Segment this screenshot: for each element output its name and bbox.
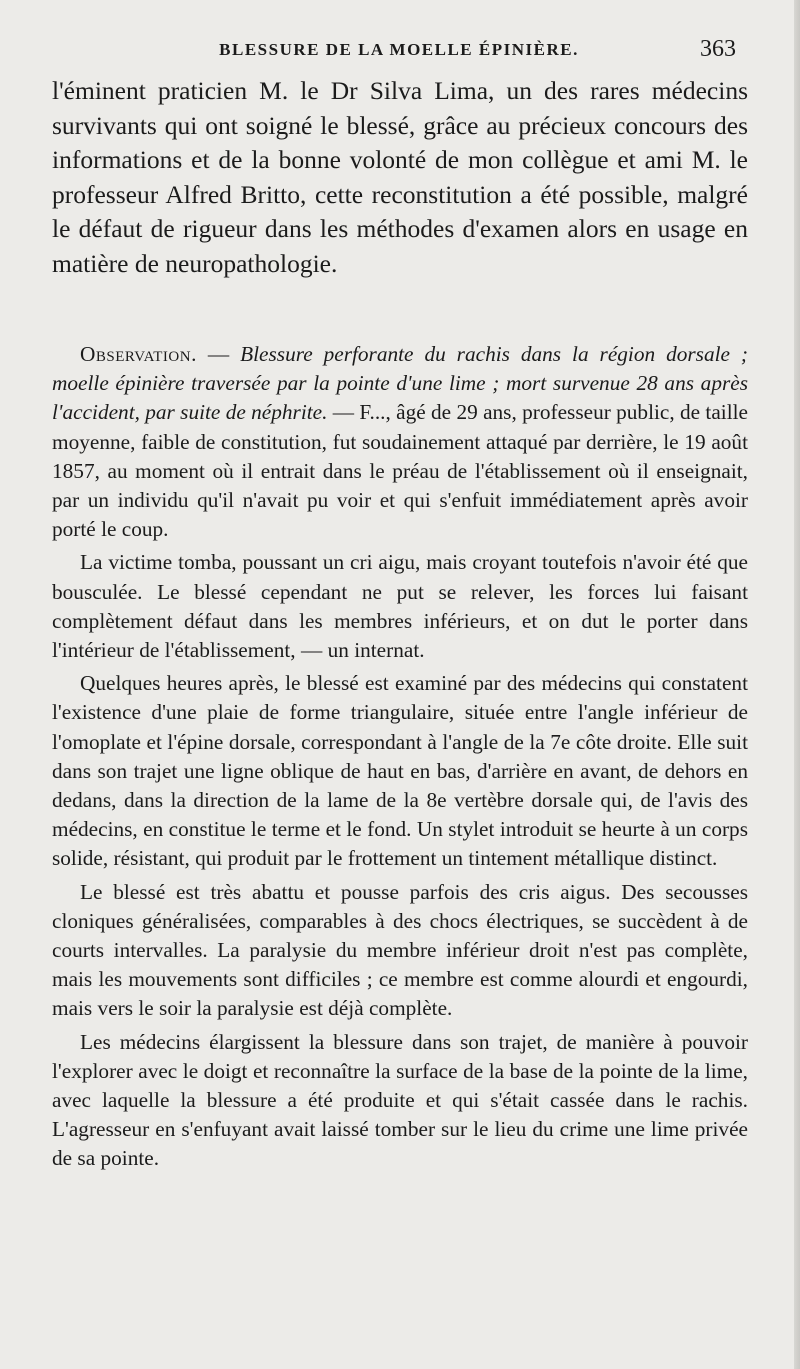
observation-text: — F..., âgé de 29 ans, professeur public, de taille moyenne, faible de constitution, fut soudainement attaqué par derrière, le 19 août 1857, au moment où il entrait dans le préau de l'établissement où il enseignait, par un individu qu'il n'avait pu voir et qui s'enfuit immédiatement après avoir porté le coup. [52, 400, 749, 542]
observation-title: Blessure perforante du rachis dans la région dorsale ; moelle épinière traversée par la pointe d'une lime ; mort survenue 28 ans après l'accident, par suite de néphrite. [52, 342, 749, 425]
paragraph: Quelques heures après, le blessé est examiné par des médecins qui constatent l'existence d'une plaie de forme triangulaire, située entre l'angle inférieur de l'omoplate et l'épine dorsale, correspondant à l'angle de la 7e côte droite. Elle suit dans son trajet une ligne oblique de haut en bas, d'arrière en avant, de dehors en dedans, dans la direction de la lame de la 8e vertèbre dorsale qui, de l'avis des médecins, en constitue le terme et le fond. Un stylet introduit se heurte à un corps solide, résistant, qui produit par le frottement un tintement métallique distinct. [52, 671, 748, 871]
observation-paragraph [52, 340, 748, 544]
paragraph: Le blessé est très abattu et pousse parfois des cris aigus. Des secousses cloniques généralisées, comparables à des chocs électriques, se succèdent à de courts intervalles. La paralysie du membre inférieur droit n'est pas complète, mais les mouvements sont difficiles ; ce membre est comme alourdi et engourdi, mais vers le soir la paralysie est déjà complète. [52, 879, 748, 1021]
intro-block [52, 74, 748, 281]
running-title: BLESSURE DE LA MOELLE ÉPINIÈRE. [219, 40, 579, 59]
observation-label: Observation. [80, 342, 197, 366]
paragraph: La victime tomba, poussant un cri aigu, mais croyant toutefois n'avoir été que bousculée. Le blessé cependant ne put se relever, les forces lui faisant complètement défaut dans les membres inférieurs, et on dut le porter dans l'intérieur de l'établissement, — un internat. [52, 550, 748, 663]
page-number: 363 [700, 36, 736, 62]
observation-dash: — [196, 342, 241, 366]
paragraph: Les médecins élargissent la blessure dans son trajet, de manière à pouvoir l'explorer avec le doigt et reconnaître la surface de la base de la pointe de la lime, avec laquelle la blessure a été produite et qui s'était cassée dans le rachis. L'agresseur en s'enfuyant avait laissé tomber sur le lieu du crime une lime privée de sa pointe. [52, 1029, 748, 1171]
intro-paragraph: l'éminent praticien M. le Dr Silva Lima, un des rares médecins survivants qui ont soigné le blessé, grâce au précieux concours des informations et de la bonne volonté de mon collègue et ami M. le professeur Alfred Britto, cette reconstitution a été possible, malgré le défaut de rigueur dans les méthodes d'examen alors en usage en matière de neuropathologie. [52, 76, 748, 278]
page-header [48, 36, 750, 66]
observation-block [52, 340, 748, 1174]
